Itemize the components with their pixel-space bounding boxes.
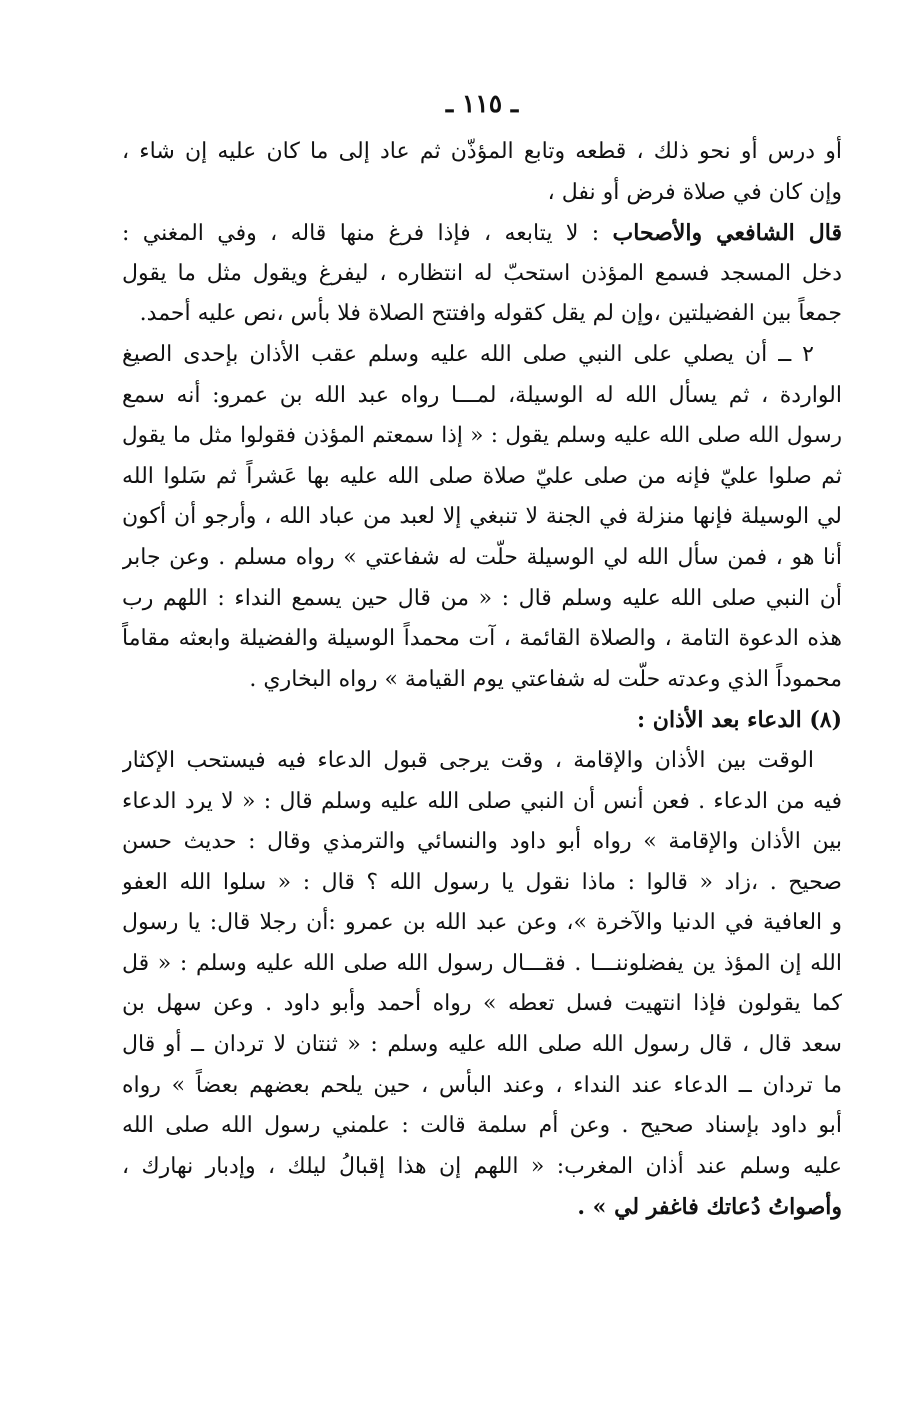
paragraph-shafii [122, 213, 842, 335]
text-line: و العافية في الدنيا والآخرة »، وعن عبد الله بن عمرو :أن رجلا قال: يا رسول [122, 910, 842, 936]
text-line: دخل المسجد فسمع المؤذن استحبّ له انتظاره ، ليفرغ ويقول مثل ما يقول [122, 260, 842, 286]
text-line: أو درس أو نحو ذلك ، قطعه وتابع المؤذّن ثم عاد إلى ما كان عليه إن شاء ، [122, 139, 842, 164]
section-heading: (٨) الدعاء بعد الأذان : [637, 707, 842, 734]
text-line: وأصواتُ دُعاتك فاغفر لي » . [577, 1194, 842, 1221]
text-line: جمعاً بين الفضيلتين ،وإن لم يقل كقوله وافتتح الصلاة فلا بأس ،نص عليه أحمد. [139, 301, 842, 327]
paragraph-dua-after-adhan [122, 741, 842, 1228]
paragraph-continuation [122, 132, 842, 213]
text-line-with-bold-lead [122, 213, 842, 254]
text-line: ثم صلوا عليّ فإنه من صلى عليّ صلاة صلى الله عليه بها عَشراً ثم سَلوا الله [122, 463, 842, 489]
text-line: رسول الله صلى الله عليه وسلم يقول : « إذا سمعتم المؤذن فقولوا مثل ما يقول [122, 423, 842, 449]
text-line: بين الأذان والإقامة » رواه أبو داود والنسائي والترمذي وقال : حديث حسن [122, 829, 842, 855]
text-line: الوقت بين الأذان والإقامة ، وقت يرجى قبول الدعاء فيه فيستحب الإكثار [122, 747, 814, 773]
text-line: سعد قال ، قال رسول الله صلى الله عليه وسلم : « ثنتان لا تردان ــ أو قال [122, 1032, 842, 1058]
text-line: ٢ ــ أن يصلي على النبي صلى الله عليه وسلم عقب الأذان بإحدى الصيغ [122, 341, 814, 367]
text-fragment: : لا يتابعه ، فإذا فرغ منها قاله ، وفي المغني : [122, 221, 613, 247]
text-line: فيه من الدعاء . فعن أنس أن النبي صلى الله عليه وسلم قال : « لا يرد الدعاء [122, 788, 842, 814]
text-line: لي الوسيلة فإنها منزلة في الجنة لا تنبغي إلا لعبد من عباد الله ، وأرجو أن أكون [122, 504, 842, 530]
text-line: صحيح . ،زاد « قالوا : ماذا نقول يا رسول الله ؟ قال : « سلوا الله العفو [122, 869, 842, 895]
text-line: ما تردان ــ الدعاء عند النداء ، وعند البأس ، حين يلحم بعضهم بعضاً » رواه [122, 1072, 842, 1098]
book-page [122, 84, 842, 1228]
text-line: كما يقولون فإذا انتهيت فسل تعطه » رواه أحمد وأبو داود . وعن سهل بن [122, 991, 842, 1017]
text-line: الله إن المؤذ ين يفضلوننـــا . فقـــال رسول الله صلى الله عليه وسلم : « قل [122, 950, 842, 976]
text-line: هذه الدعوة التامة ، والصلاة القائمة ، آت محمداً الوسيلة والفضيلة وابعثه مقاماً [122, 626, 842, 652]
bold-lead-phrase: قال الشافعي والأصحاب [612, 220, 842, 247]
text-line: الواردة ، ثم يسأل الله له الوسيلة، لمـــا رواه عبد الله بن عمرو: أنه سمع [122, 382, 842, 408]
text-line: أبو داود بإسناد صحيح . وعن أم سلمة قالت : علمني رسول الله صلى الله [122, 1113, 842, 1139]
paragraph-salat-on-prophet [122, 335, 842, 700]
page-number: ـ ١١٥ ـ [445, 89, 519, 118]
text-line: وإن كان في صلاة فرض أو نفل ، [547, 179, 842, 205]
text-line: أن النبي صلى الله عليه وسلم قال : « من قال حين يسمع النداء : اللهم رب [122, 585, 842, 611]
text-line: عليه وسلم عند أذان المغرب: « اللهم إن هذا إقبالُ ليلك ، وإدبار نهارك ، [122, 1153, 842, 1179]
text-line: محموداً الذي وعدته حلّت له شفاعتي يوم القيامة » رواه البخاري . [249, 666, 842, 692]
text-line: أنا هو ، فمن سأل الله لي الوسيلة حلّت له شفاعتي » رواه مسلم . وعن جابر [122, 544, 842, 570]
